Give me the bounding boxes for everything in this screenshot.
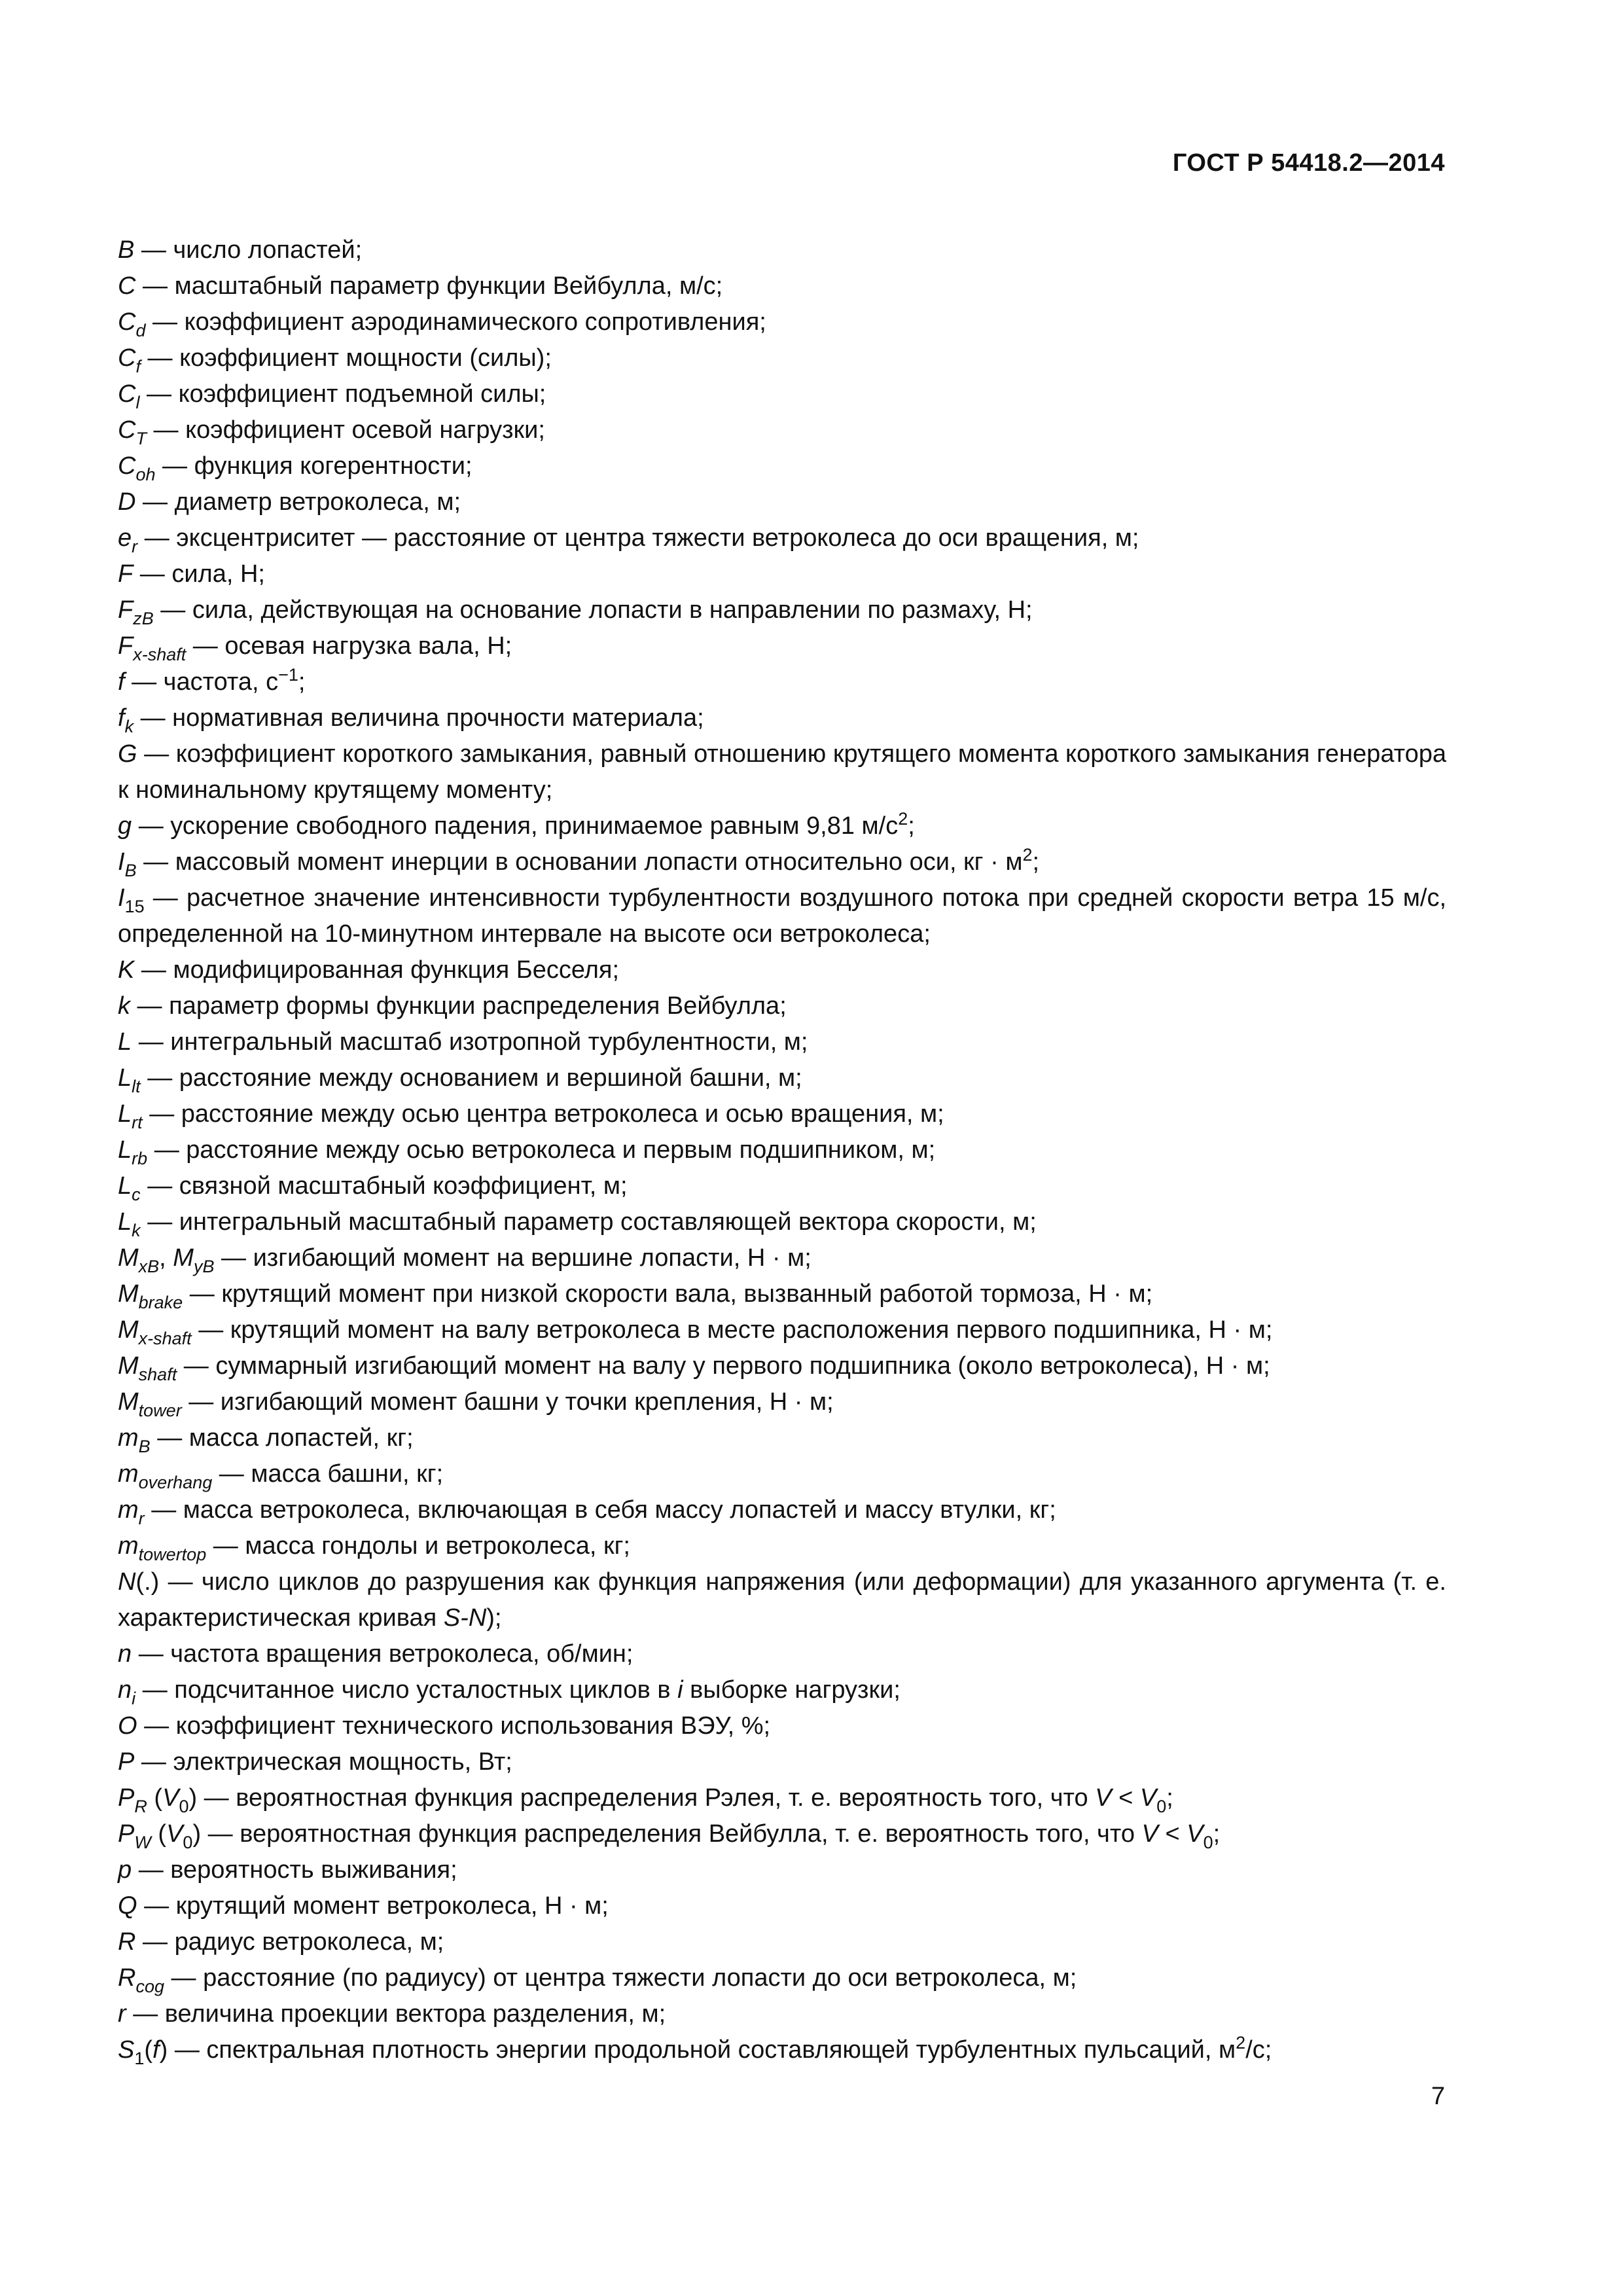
symbol: D xyxy=(118,488,136,516)
symbol: P xyxy=(118,1748,135,1776)
symbol: m xyxy=(118,1532,139,1560)
superscript: −1 xyxy=(278,665,298,685)
list-item xyxy=(118,1456,1446,1492)
list-item xyxy=(118,1960,1446,1996)
symbol: O xyxy=(118,1712,137,1740)
definition: ( xyxy=(144,2036,153,2064)
definition-tail: ); xyxy=(486,1604,502,1632)
list-item xyxy=(118,1564,1446,1636)
definition: — подсчитанное число усталостных циклов в xyxy=(135,1676,678,1704)
definition: — масштабный параметр функции Вейбулла, м/с; xyxy=(135,272,723,300)
definition: — изгибающий момент на вершине лопасти, Н · м; xyxy=(214,1244,812,1272)
symbols-list xyxy=(118,232,1446,2068)
definition: — крутящий момент ветроколеса, Н · м; xyxy=(137,1892,609,1920)
subscript: l xyxy=(135,393,140,412)
symbol: C xyxy=(118,416,136,444)
definition: — изгибающий момент башни у точки крепления, Н · м; xyxy=(181,1388,834,1416)
symbol: F xyxy=(118,632,134,660)
definition: — радиус ветроколеса, м; xyxy=(135,1928,444,1956)
symbol: e xyxy=(118,524,132,552)
symbol: L xyxy=(118,1172,132,1200)
list-item xyxy=(118,1492,1446,1528)
definition-tail: ; xyxy=(1213,1820,1221,1848)
list-item xyxy=(118,1168,1446,1204)
symbol: P xyxy=(118,1784,135,1812)
definition: — расстояние между осью центра ветроколеса и осью вращения, м; xyxy=(142,1100,944,1128)
definition: — параметр формы функции распределения Вейбулла; xyxy=(130,992,787,1020)
symbol: V xyxy=(1186,1820,1204,1848)
definition: — крутящий момент при низкой скорости вала, вызванный работой тормоза, Н · м; xyxy=(183,1280,1153,1308)
symbol: m xyxy=(118,1460,139,1488)
subscript: cog xyxy=(135,1977,164,1996)
list-item xyxy=(118,1132,1446,1168)
symbol: m xyxy=(118,1496,139,1524)
symbol: V xyxy=(1139,1784,1157,1812)
definition: ( xyxy=(151,1820,167,1848)
symbol: V xyxy=(166,1820,183,1848)
definition: — сила, действующая на основание лопасти в направлении по размаху, Н; xyxy=(153,596,1033,624)
definition: — электрическая мощность, Вт; xyxy=(134,1748,512,1776)
subscript: towertop xyxy=(138,1545,207,1564)
definition: < xyxy=(1111,1784,1140,1812)
subscript: 0 xyxy=(1203,1833,1213,1852)
list-item xyxy=(118,376,1446,412)
list-item xyxy=(118,592,1446,628)
definition: — эксцентриситет — расстояние от центра тяжести ветроколеса до оси вращения, м; xyxy=(137,524,1139,552)
definition-tail: ; xyxy=(298,668,306,696)
subscript: zB xyxy=(133,609,154,628)
definition: ( xyxy=(147,1784,163,1812)
subscript: lt xyxy=(132,1077,141,1096)
subscript: W xyxy=(134,1833,151,1852)
list-item xyxy=(118,1924,1446,1960)
symbol: f xyxy=(118,704,125,732)
list-item xyxy=(118,1276,1446,1312)
subscript: 0 xyxy=(179,1797,189,1816)
superscript: 2 xyxy=(898,809,908,829)
list-item xyxy=(118,1816,1446,1852)
definition: — ускорение свободного падения, принимаемое равным 9,81 м/с xyxy=(132,812,899,840)
symbol: p xyxy=(118,1856,132,1884)
symbol: M xyxy=(118,1388,139,1416)
subscript: 15 xyxy=(124,897,145,916)
definition: — массовый момент инерции в основании лопасти относительно оси, кг · м xyxy=(136,848,1023,876)
subscript: 1 xyxy=(134,2049,145,2068)
definition: — функция когерентности; xyxy=(155,452,473,480)
symbol: R xyxy=(118,1928,136,1956)
symbol: C xyxy=(118,380,136,408)
definition-tail: выборке нагрузки; xyxy=(683,1676,901,1704)
definition: — число лопастей; xyxy=(134,236,363,264)
subscript: i xyxy=(132,1689,136,1708)
subscript: k xyxy=(124,717,134,736)
list-item xyxy=(118,1024,1446,1060)
definition: — коэффициент осевой нагрузки; xyxy=(146,416,545,444)
symbol: M xyxy=(118,1280,139,1308)
definition: — масса гондолы и ветроколеса, кг; xyxy=(206,1532,630,1560)
symbol: n xyxy=(118,1640,132,1668)
list-item xyxy=(118,952,1446,988)
symbol: L xyxy=(118,1208,132,1236)
page-number: 7 xyxy=(1431,2083,1445,2110)
symbol: N xyxy=(118,1568,136,1596)
list-item xyxy=(118,628,1446,664)
subscript: xB xyxy=(138,1257,160,1276)
symbol: S xyxy=(118,2036,135,2064)
list-item xyxy=(118,1348,1446,1384)
definition: — коэффициент короткого замыкания, равный отношению крутящего момента короткого замыкания генератора к номинальному крутящему моменту; xyxy=(118,740,1446,804)
definition: — суммарный изгибающий момент на валу у первого подшипника (около ветроколеса), Н · м; xyxy=(177,1352,1270,1380)
symbol: G xyxy=(118,740,137,768)
list-item xyxy=(118,1528,1446,1564)
symbol: P xyxy=(118,1820,135,1848)
definition: — нормативная величина прочности материала; xyxy=(134,704,704,732)
superscript: 2 xyxy=(1022,845,1033,865)
symbol: i xyxy=(677,1676,683,1704)
definition: — диаметр ветроколеса, м; xyxy=(135,488,461,516)
definition: — коэффициент мощности (силы); xyxy=(140,344,552,372)
list-item xyxy=(118,340,1446,376)
symbol: M xyxy=(118,1352,139,1380)
definition: — масса лопастей, кг; xyxy=(150,1424,414,1452)
list-item xyxy=(118,1636,1446,1672)
definition: — масса башни, кг; xyxy=(212,1460,444,1488)
list-item xyxy=(118,1780,1446,1816)
list-item xyxy=(118,700,1446,736)
subscript: T xyxy=(135,429,147,448)
symbol: Q xyxy=(118,1892,137,1920)
document-header: ГОСТ Р 54418.2—2014 xyxy=(1172,149,1445,177)
symbol: V xyxy=(1095,1784,1112,1812)
symbol: k xyxy=(118,992,130,1020)
definition: (.) — число циклов до разрушения как функция напряжения (или деформации) для указанного аргумента (т. е. характеристическая кривая xyxy=(118,1568,1446,1632)
definition: — связной масштабный коэффициент, м; xyxy=(140,1172,628,1200)
symbol: R xyxy=(118,1964,136,1992)
definition-tail: ; xyxy=(908,812,915,840)
symbol: B xyxy=(118,236,135,264)
list-item xyxy=(118,844,1446,880)
subscript: rt xyxy=(132,1113,143,1132)
symbol: g xyxy=(118,812,132,840)
list-item xyxy=(118,808,1446,844)
list-item xyxy=(118,2032,1446,2068)
symbol: L xyxy=(118,1136,132,1164)
list-item xyxy=(118,1240,1446,1276)
symbol: M xyxy=(118,1316,139,1344)
list-item xyxy=(118,1708,1446,1744)
subscript: B xyxy=(138,1437,151,1456)
symbol: f xyxy=(118,668,125,696)
list-item xyxy=(118,1852,1446,1888)
list-item xyxy=(118,520,1446,556)
subscript: r xyxy=(132,537,138,556)
symbol: r xyxy=(118,2000,126,2028)
symbol: C xyxy=(118,452,136,480)
list-item xyxy=(118,1204,1446,1240)
definition: — частота, с xyxy=(124,668,279,696)
symbol: F xyxy=(118,596,134,624)
definition: — модифицированная функция Бесселя; xyxy=(134,956,620,984)
subscript: B xyxy=(124,861,137,880)
definition: — частота вращения ветроколеса, об/мин; xyxy=(132,1640,633,1668)
symbol: L xyxy=(118,1064,132,1092)
definition-tail: /с; xyxy=(1245,2036,1272,2064)
subscript: 0 xyxy=(183,1833,193,1852)
symbol: I xyxy=(118,884,125,912)
symbol: f xyxy=(152,2036,160,2064)
list-item xyxy=(118,484,1446,520)
definition: — осевая нагрузка вала, Н; xyxy=(186,632,512,660)
list-item xyxy=(118,988,1446,1024)
superscript: 2 xyxy=(1236,2033,1246,2053)
definition: — расстояние между основанием и вершиной башни, м; xyxy=(140,1064,802,1092)
definition: ) — спектральная плотность энергии продольной составляющей турбулентных пульсаций, м xyxy=(159,2036,1236,2064)
definition: — вероятность выживания; xyxy=(132,1856,457,1884)
symbol: K xyxy=(118,956,135,984)
definition: — масса ветроколеса, включающая в себя массу лопастей и массу втулки, кг; xyxy=(144,1496,1056,1524)
subscript: c xyxy=(132,1185,141,1204)
list-item xyxy=(118,1096,1446,1132)
symbol: n xyxy=(118,1676,132,1704)
definition: — сила, Н; xyxy=(133,560,265,588)
symbol: C xyxy=(118,272,136,300)
symbol: V xyxy=(162,1784,179,1812)
definition: — интегральный масштабный параметр составляющей вектора скорости, м; xyxy=(140,1208,1037,1236)
list-item xyxy=(118,1312,1446,1348)
definition: ) — вероятностная функция распределения Рэлея, т. е. вероятность того, что xyxy=(188,1784,1096,1812)
symbol: M xyxy=(173,1244,194,1272)
list-item xyxy=(118,412,1446,448)
list-item xyxy=(118,232,1446,268)
subscript: 0 xyxy=(1156,1797,1167,1816)
subscript: x-shaft xyxy=(138,1329,192,1348)
definition: — крутящий момент на валу ветроколеса в месте расположения первого подшипника, Н · м; xyxy=(191,1316,1273,1344)
list-item xyxy=(118,1888,1446,1924)
list-item xyxy=(118,1744,1446,1780)
subscript: rb xyxy=(132,1149,148,1168)
subscript: shaft xyxy=(138,1365,177,1384)
subscript: tower xyxy=(138,1401,182,1420)
definition: — коэффициент технического использования ВЭУ, %; xyxy=(137,1712,771,1740)
definition: — коэффициент аэродинамического сопротивления; xyxy=(145,308,766,336)
symbol: L xyxy=(118,1028,132,1056)
subscript: overhang xyxy=(138,1473,213,1492)
list-item xyxy=(118,448,1446,484)
symbol: M xyxy=(118,1244,139,1272)
symbol: m xyxy=(118,1424,139,1452)
symbol: I xyxy=(118,848,125,876)
list-item xyxy=(118,1420,1446,1456)
list-item xyxy=(118,1060,1446,1096)
subscript: d xyxy=(135,321,146,340)
subscript: R xyxy=(134,1797,147,1816)
list-item xyxy=(118,736,1446,808)
list-item xyxy=(118,1384,1446,1420)
list-item xyxy=(118,1672,1446,1708)
subscript: oh xyxy=(135,465,156,484)
symbol: C xyxy=(118,344,136,372)
list-item xyxy=(118,304,1446,340)
subscript: x-shaft xyxy=(133,645,187,664)
subscript: k xyxy=(132,1221,141,1240)
symbol: F xyxy=(118,560,134,588)
symbol: V xyxy=(1141,1820,1158,1848)
list-item xyxy=(118,268,1446,304)
subscript: brake xyxy=(138,1293,183,1312)
symbol: S-N xyxy=(443,1604,487,1632)
list-item xyxy=(118,880,1446,952)
list-item xyxy=(118,664,1446,700)
definition: < xyxy=(1158,1820,1187,1848)
definition: — интегральный масштаб изотропной турбулентности, м; xyxy=(132,1028,808,1056)
definition: — расчетное значение интенсивности турбулентности воздушного потока при средней скорости ветра 15 м/с, определенной на 10-минутном интервале на высоте оси ветроколеса; xyxy=(118,884,1446,948)
definition: — расстояние между осью ветроколеса и первым подшипником, м; xyxy=(147,1136,936,1164)
definition: — величина проекции вектора разделения, м; xyxy=(126,2000,666,2028)
separator: , xyxy=(159,1244,173,1272)
definition-tail: ; xyxy=(1166,1784,1173,1812)
definition: — коэффициент подъемной силы; xyxy=(139,380,546,408)
subscript: yB xyxy=(193,1257,215,1276)
symbol: L xyxy=(118,1100,132,1128)
definition-tail: ; xyxy=(1032,848,1040,876)
list-item xyxy=(118,556,1446,592)
definition: — расстояние (по радиусу) от центра тяжести лопасти до оси ветроколеса, м; xyxy=(164,1964,1077,1992)
list-item xyxy=(118,1996,1446,2032)
definition: ) — вероятностная функция распределения Вейбулла, т. е. вероятность того, что xyxy=(192,1820,1142,1848)
subscript: r xyxy=(138,1509,145,1528)
subscript: f xyxy=(135,357,141,376)
symbol: C xyxy=(118,308,136,336)
